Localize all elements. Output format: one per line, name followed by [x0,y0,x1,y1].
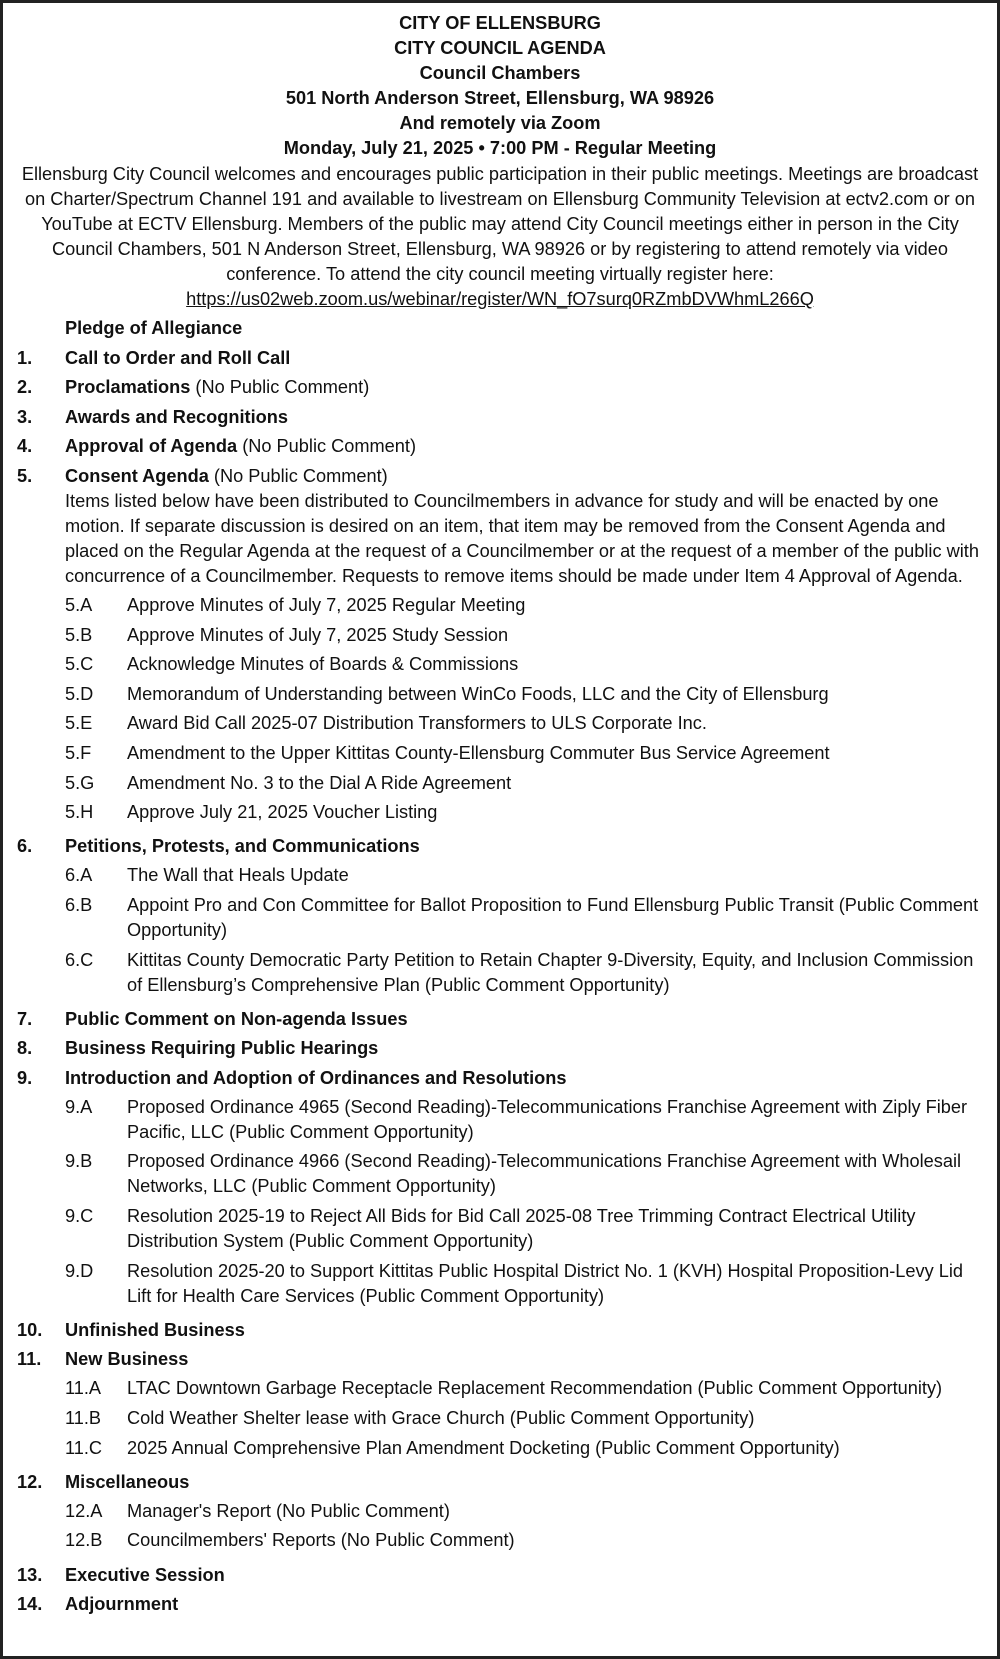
sub-item-text: Proposed Ordinance 4965 (Second Reading)-Telecommunications Franchise Agreement with Ziply Fiber Pacific, LLC (Public Comment Opportunity) [127,1096,968,1142]
sub-item [65,1528,983,1553]
zoom-register-link[interactable]: https://us02web.zoom.us/webinar/register/WN_fO7surq0RZmbDVWhmL266Q [186,289,814,309]
sub-item-number: 5.A [65,594,93,615]
agenda-item-heading [65,1470,983,1495]
sub-item [65,1499,983,1524]
agenda-item-body [65,1347,983,1465]
agenda-item [17,1066,983,1313]
sub-item [65,893,983,943]
sub-items [17,1095,983,1309]
agenda-item-body [65,434,983,459]
agenda-header [17,11,983,161]
agenda-item-number: 13. [17,1564,43,1585]
agenda-item-heading [65,834,983,859]
sub-item-text: LTAC Downtown Garbage Receptacle Replacement Recommendation (Public Comment Opportunity) [127,1378,943,1399]
sub-item [65,1259,983,1309]
agenda-item-body [65,1007,983,1032]
agenda-item-title: Call to Order and Roll Call [65,347,291,368]
agenda-item-title: Awards and Recognitions [65,406,289,427]
agenda-item-title: Introduction and Adoption of Ordinances and Resolutions [65,1067,567,1088]
sub-item-number: 5.E [65,713,93,734]
sub-item-number: 12.A [65,1500,103,1521]
sub-items [17,1376,983,1460]
sub-item-text: Approve July 21, 2025 Voucher Listing [127,802,438,823]
sub-item-text: Resolution 2025-19 to Reject All Bids for Bid Call 2025-08 Tree Trimming Contract Electrical Utility Distribution System (Public Comment Opportunity) [127,1206,916,1252]
agenda-item [17,1036,983,1061]
sub-items [17,593,983,825]
sub-item [65,1376,983,1401]
sub-item-number: 12.B [65,1530,103,1551]
agenda-item-title: Proclamations [65,377,191,398]
intro-text: Ellensburg City Council welcomes and encourages public participation in their public meetings. Meetings are broadcast on Charter/Spectrum Channel 191 and available to livestream on Ellensburg Community Television at ectv2.com or on YouTube at ECTV Ellensburg. Members of the public may attend City Council meetings either in person in the City Council Chambers, 501 N Anderson Street, Ellensburg, WA 98926 or by registering to attend remotely via video conference. To attend the city council meeting virtually register here: [21,164,979,284]
agenda-items [17,316,983,1617]
agenda-item [17,346,983,371]
sub-item [65,741,983,766]
agenda-item-title: Consent Agenda [65,465,209,486]
sub-item-number: 6.C [65,949,94,970]
sub-item-number: 9.C [65,1206,94,1227]
sub-item-text: Cold Weather Shelter lease with Grace Church (Public Comment Opportunity) [127,1408,755,1429]
agenda-item-note: (No Public Comment) [213,465,388,486]
agenda-item-number: 11. [17,1349,42,1370]
agenda-item [17,1318,983,1343]
sub-item-number: 6.B [65,894,93,915]
agenda-item-number: 4. [17,436,33,457]
sub-item-number: 5.F [65,742,92,763]
sub-item-text: Resolution 2025-20 to Support Kittitas Public Hospital District No. 1 (KVH) Hospital Proposition-Levy Lid Lift for Health Care Services (Public Comment Opportunity) [127,1260,964,1306]
sub-item-number: 5.H [65,802,94,823]
sub-item-text: Award Bid Call 2025-07 Distribution Transformers to ULS Corporate Inc. [127,713,707,734]
agenda-item-title: Miscellaneous [65,1471,190,1492]
sub-item [65,1095,983,1145]
agenda-item-body [65,1592,983,1617]
agenda-item-number: 6. [17,836,33,857]
sub-item [65,800,983,825]
agenda-item-body [65,1470,983,1558]
agenda-item-body [65,1318,983,1343]
agenda-item [17,1592,983,1617]
agenda-item-heading [65,346,983,371]
agenda-item-number: 1. [17,347,33,368]
agenda-item-title: New Business [65,1349,189,1370]
agenda-item-number: 8. [17,1038,33,1059]
agenda-item-title: Public Comment on Non-agenda Issues [65,1008,408,1029]
agenda-item-body [65,464,983,830]
agenda-item [17,1470,983,1558]
agenda-item-body [65,1036,983,1061]
agenda-item-body [65,1066,983,1313]
agenda-item-heading [65,1007,983,1032]
agenda-item-heading [65,405,983,430]
sub-item-text: Acknowledge Minutes of Boards & Commissions [127,654,519,675]
sub-items [17,1499,983,1554]
agenda-item-body [65,316,983,341]
sub-item-text: Appoint Pro and Con Committee for Ballot Proposition to Fund Ellensburg Public Transit (Public Comment Opportunity) [127,894,979,940]
sub-item [65,1436,983,1461]
agenda-item [17,316,983,341]
agenda-item-number: 12. [17,1471,43,1492]
sub-item-number: 11.A [65,1378,102,1399]
agenda-item-number: 2. [17,377,33,398]
agenda-item-note: (No Public Comment) [242,436,417,457]
sub-item-text: Approve Minutes of July 7, 2025 Regular Meeting [127,594,526,615]
sub-item-text: 2025 Annual Comprehensive Plan Amendment Docketing (Public Comment Opportunity) [127,1437,840,1458]
agenda-item-heading [65,434,983,459]
agenda-item [17,834,983,1002]
remote-note: And remotely via Zoom [399,113,601,133]
agenda-item-body [65,405,983,430]
sub-item [65,948,983,998]
agenda-item [17,464,983,830]
sub-item-number: 9.A [65,1096,93,1117]
intro-paragraph [17,162,983,312]
agenda-item-heading [65,1318,983,1343]
sub-item-number: 5.D [65,683,94,704]
agenda-item-heading [65,1066,983,1091]
sub-item-number: 9.B [65,1151,93,1172]
sub-item-number: 5.B [65,624,93,645]
agenda-item-heading [65,1347,983,1372]
sub-item-text: Councilmembers' Reports (No Public Comment) [127,1530,515,1551]
sub-items [17,863,983,997]
sub-item-number: 11.C [65,1437,103,1458]
agenda-item-body [65,834,983,1002]
sub-item [65,593,983,618]
sub-item-text: Approve Minutes of July 7, 2025 Study Session [127,624,509,645]
sub-item-text: Kittitas County Democratic Party Petition to Retain Chapter 9-Diversity, Equity, and Inclusion Commission of Ellensburg’s Comprehensive Plan (Public Comment Opportunity) [127,949,974,995]
agenda-item [17,1007,983,1032]
agenda-item-number: 3. [17,406,33,427]
sub-item-text: Amendment No. 3 to the Dial A Ride Agreement [127,772,512,793]
sub-item [65,623,983,648]
venue-address: 501 North Anderson Street, Ellensburg, WA 98926 [285,88,715,108]
sub-item-number: 6.A [65,865,93,886]
agenda-item-title: Adjournment [65,1594,179,1615]
sub-item-number: 9.D [65,1260,94,1281]
venue-name: Council Chambers [419,63,581,83]
agenda-item-heading [65,375,983,400]
agenda-item-title: Approval of Agenda [65,436,238,457]
agenda-item [17,405,983,430]
sub-item [65,711,983,736]
sub-item-text: Manager's Report (No Public Comment) [127,1500,450,1521]
agenda-item-number: 9. [17,1067,33,1088]
agenda-item-heading [65,1592,983,1617]
agenda-item [17,375,983,400]
agenda-item-number: 10. [17,1319,43,1340]
sub-item-text: The Wall that Heals Update [127,865,349,886]
agenda-item-title: Unfinished Business [65,1319,245,1340]
agenda-item-title: Petitions, Protests, and Communications [65,836,420,857]
agenda-item-note: (No Public Comment) [195,377,370,398]
sub-item-text: Proposed Ordinance 4966 (Second Reading)-Telecommunications Franchise Agreement with Wholesail Networks, LLC (Public Comment Opportunity) [127,1151,962,1197]
sub-item [65,1149,983,1199]
sub-item [65,771,983,796]
sub-item-text: Amendment to the Upper Kittitas County-Ellensburg Commuter Bus Service Agreement [127,742,830,763]
agenda-item-title: Business Requiring Public Hearings [65,1038,379,1059]
agenda-item-number: 14. [17,1594,43,1615]
city-name: CITY OF ELLENSBURG [399,13,601,33]
meeting-date: Monday, July 21, 2025 • 7:00 PM - Regular Meeting [283,138,717,158]
agenda-item-body [65,1563,983,1588]
agenda-item-number: 7. [17,1008,33,1029]
agenda-item [17,434,983,459]
agenda-item [17,1563,983,1588]
sub-item [65,682,983,707]
sub-item-number: 11.B [65,1408,102,1429]
agenda-item-heading [65,464,983,489]
sub-item [65,863,983,888]
sub-item [65,652,983,677]
agenda-item-title: Executive Session [65,1564,225,1585]
agenda-item-heading [65,1036,983,1061]
sub-item [65,1406,983,1431]
agenda-item-heading [65,1563,983,1588]
sub-item-text: Memorandum of Understanding between WinCo Foods, LLC and the City of Ellensburg [127,683,829,704]
sub-item-number: 5.C [65,654,94,675]
agenda-item-body [65,346,983,371]
sub-item-number: 5.G [65,772,95,793]
consent-agenda-description: Items listed below have been distributed to Councilmembers in advance for study and will be enacted by one motion. If separate discussion is desired on an item, that item may be removed from the Consent Agenda and placed on the Regular Agenda at the request of a Councilmember or at the request of a member of the public with concurrence of a Councilmember. Requests to remove items should be made under Item 4 Approval of Agenda. [65,490,979,586]
sub-item [65,1204,983,1254]
agenda-title: CITY COUNCIL AGENDA [394,38,606,58]
agenda-item [17,1347,983,1465]
agenda-item-body [65,375,983,400]
agenda-item-number: 5. [17,465,33,486]
agenda-item-title: Pledge of Allegiance [65,318,243,338]
agenda-item-heading [65,316,983,341]
